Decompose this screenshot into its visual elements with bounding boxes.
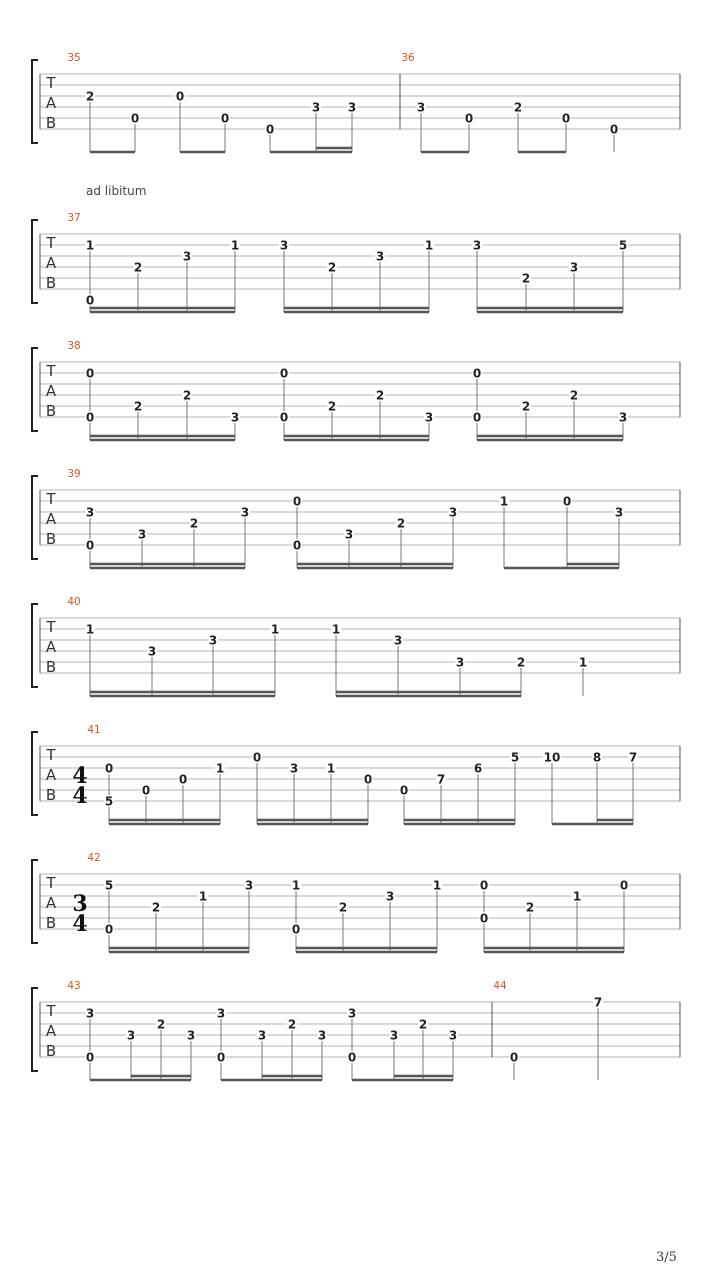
tab-clef-letter: A: [45, 510, 57, 528]
staff-bracket: [32, 220, 38, 303]
fret-number: 0: [464, 111, 474, 126]
page-number: 3/5: [656, 1250, 677, 1265]
fret-number: 3: [317, 1028, 327, 1043]
tab-clef-letter: B: [45, 658, 57, 676]
fret-number: 0: [130, 111, 140, 126]
fret-number: 3: [216, 1006, 226, 1021]
fret-number: 10: [543, 750, 561, 765]
tab-clef-letter: T: [46, 490, 56, 508]
fret-number: 1: [270, 622, 280, 637]
fret-number: 2: [85, 89, 95, 104]
fret-number: 3: [137, 527, 147, 542]
staff-bracket: [32, 60, 38, 143]
fret-number: 7: [628, 750, 638, 765]
fret-number: 1: [499, 494, 509, 509]
fret-number: 0: [472, 410, 482, 425]
fret-number: 0: [279, 410, 289, 425]
fret-number: 1: [198, 889, 208, 904]
fret-number: 0: [292, 538, 302, 553]
fret-number: 1: [432, 878, 442, 893]
tab-clef-letter: B: [45, 402, 57, 420]
fret-number: 2: [156, 1017, 166, 1032]
staff-bracket: [32, 732, 38, 815]
fret-number: 0: [220, 111, 230, 126]
fret-number: 0: [609, 122, 619, 137]
time-signature-top: 3: [72, 891, 88, 917]
fret-number: 7: [593, 995, 603, 1010]
tab-clef-letter: B: [45, 114, 57, 132]
staff-bracket: [32, 988, 38, 1071]
fret-number: 3: [393, 633, 403, 648]
fret-number: 2: [525, 900, 535, 915]
fret-number: 7: [436, 772, 446, 787]
fret-number: 0: [479, 911, 489, 926]
fret-number: 0: [175, 89, 185, 104]
ad-libitum-annotation: ad libitum: [86, 184, 147, 198]
tab-clef-letter: B: [45, 1042, 57, 1060]
fret-number: 0: [216, 1050, 226, 1065]
fret-number: 1: [572, 889, 582, 904]
fret-number: 3: [472, 238, 482, 253]
tab-clef-letter: B: [45, 914, 57, 932]
fret-number: 6: [473, 761, 483, 776]
fret-number: 0: [509, 1050, 519, 1065]
fret-number: 1: [85, 238, 95, 253]
fret-number: 2: [327, 399, 337, 414]
fret-number: 3: [85, 1006, 95, 1021]
fret-number: 0: [141, 783, 151, 798]
fret-number: 3: [186, 1028, 196, 1043]
fret-number: 1: [424, 238, 434, 253]
fret-number: 0: [291, 922, 301, 937]
fret-number: 2: [569, 388, 579, 403]
fret-number: 0: [85, 366, 95, 381]
fret-number: 3: [424, 410, 434, 425]
staff-bracket: [32, 860, 38, 943]
fret-number: 0: [472, 366, 482, 381]
fret-number: 0: [279, 366, 289, 381]
fret-number: 3: [375, 249, 385, 264]
fret-number: 5: [104, 794, 114, 809]
fret-number: 3: [455, 655, 465, 670]
fret-number: 3: [289, 761, 299, 776]
fret-number: 3: [257, 1028, 267, 1043]
fret-number: 0: [104, 761, 114, 776]
fret-number: 3: [614, 505, 624, 520]
tab-clef-letter: T: [46, 618, 56, 636]
fret-number: 2: [521, 399, 531, 414]
fret-number: 5: [104, 878, 114, 893]
fret-number: 2: [151, 900, 161, 915]
fret-number: 2: [133, 260, 143, 275]
fret-number: 0: [104, 922, 114, 937]
fret-number: 2: [338, 900, 348, 915]
fret-number: 3: [618, 410, 628, 425]
fret-number: 3: [182, 249, 192, 264]
fret-number: 0: [178, 772, 188, 787]
fret-number: 2: [133, 399, 143, 414]
tab-clef-letter: A: [45, 766, 57, 784]
tab-clef-letter: T: [46, 74, 56, 92]
fret-number: 3: [230, 410, 240, 425]
bar-number: 41: [87, 724, 101, 736]
tab-clef-letter: A: [45, 894, 57, 912]
fret-number: 3: [389, 1028, 399, 1043]
tab-clef-letter: A: [45, 638, 57, 656]
tab-clef-letter: T: [46, 1002, 56, 1020]
fret-number: 0: [479, 878, 489, 893]
bar-number: 40: [67, 596, 81, 608]
fret-number: 0: [85, 1050, 95, 1065]
fret-number: 3: [569, 260, 579, 275]
fret-number: 0: [562, 494, 572, 509]
fret-number: 2: [513, 100, 523, 115]
time-signature-bottom: 4: [72, 783, 88, 809]
staff-bracket: [32, 476, 38, 559]
fret-number: 3: [385, 889, 395, 904]
fret-number: 2: [287, 1017, 297, 1032]
fret-number: 3: [448, 1028, 458, 1043]
time-signature-bottom: 4: [72, 911, 88, 937]
fret-number: 3: [208, 633, 218, 648]
fret-number: 3: [347, 1006, 357, 1021]
fret-number: 0: [85, 538, 95, 553]
tab-clef-letter: A: [45, 382, 57, 400]
fret-number: 0: [399, 783, 409, 798]
time-signature-top: 4: [72, 763, 88, 789]
fret-number: 3: [85, 505, 95, 520]
bar-number: 37: [67, 212, 81, 224]
bar-number: 44: [493, 980, 507, 992]
fret-number: 0: [85, 410, 95, 425]
tab-clef-letter: T: [46, 874, 56, 892]
fret-number: 1: [578, 655, 588, 670]
tab-clef-letter: T: [46, 234, 56, 252]
bar-number: 38: [67, 340, 81, 352]
fret-number: 2: [521, 271, 531, 286]
fret-number: 3: [311, 100, 321, 115]
fret-number: 0: [265, 122, 275, 137]
fret-number: 3: [147, 644, 157, 659]
fret-number: 2: [396, 516, 406, 531]
fret-number: 1: [85, 622, 95, 637]
fret-number: 1: [230, 238, 240, 253]
fret-number: 2: [182, 388, 192, 403]
fret-number: 3: [279, 238, 289, 253]
fret-number: 8: [592, 750, 602, 765]
fret-number: 5: [510, 750, 520, 765]
fret-number: 2: [516, 655, 526, 670]
fret-number: 3: [448, 505, 458, 520]
fret-number: 2: [327, 260, 337, 275]
fret-number: 2: [375, 388, 385, 403]
fret-number: 3: [416, 100, 426, 115]
bar-number: 35: [67, 52, 81, 64]
fret-number: 1: [331, 622, 341, 637]
tab-clef-letter: B: [45, 530, 57, 548]
fret-number: 0: [561, 111, 571, 126]
fret-number: 1: [215, 761, 225, 776]
fret-number: 0: [363, 772, 373, 787]
tab-clef-letter: A: [45, 1022, 57, 1040]
staff-bracket: [32, 604, 38, 687]
fret-number: 3: [126, 1028, 136, 1043]
fret-number: 2: [189, 516, 199, 531]
fret-number: 1: [291, 878, 301, 893]
fret-number: 3: [244, 878, 254, 893]
fret-number: 0: [252, 750, 262, 765]
fret-number: 1: [326, 761, 336, 776]
tab-clef-letter: A: [45, 94, 57, 112]
fret-number: 3: [347, 100, 357, 115]
fret-number: 5: [618, 238, 628, 253]
fret-number: 3: [344, 527, 354, 542]
bar-number: 39: [67, 468, 81, 480]
tab-clef-letter: B: [45, 274, 57, 292]
fret-number: 2: [418, 1017, 428, 1032]
staff-bracket: [32, 348, 38, 431]
fret-number: 0: [292, 494, 302, 509]
fret-number: 0: [619, 878, 629, 893]
bar-number: 42: [87, 852, 101, 864]
tab-clef-letter: T: [46, 362, 56, 380]
tab-clef-letter: T: [46, 746, 56, 764]
fret-number: 3: [240, 505, 250, 520]
tab-clef-letter: B: [45, 786, 57, 804]
fret-number: 0: [85, 293, 95, 308]
fret-number: 0: [347, 1050, 357, 1065]
bar-number: 36: [401, 52, 415, 64]
bar-number: 43: [67, 980, 81, 992]
tab-clef-letter: A: [45, 254, 57, 272]
